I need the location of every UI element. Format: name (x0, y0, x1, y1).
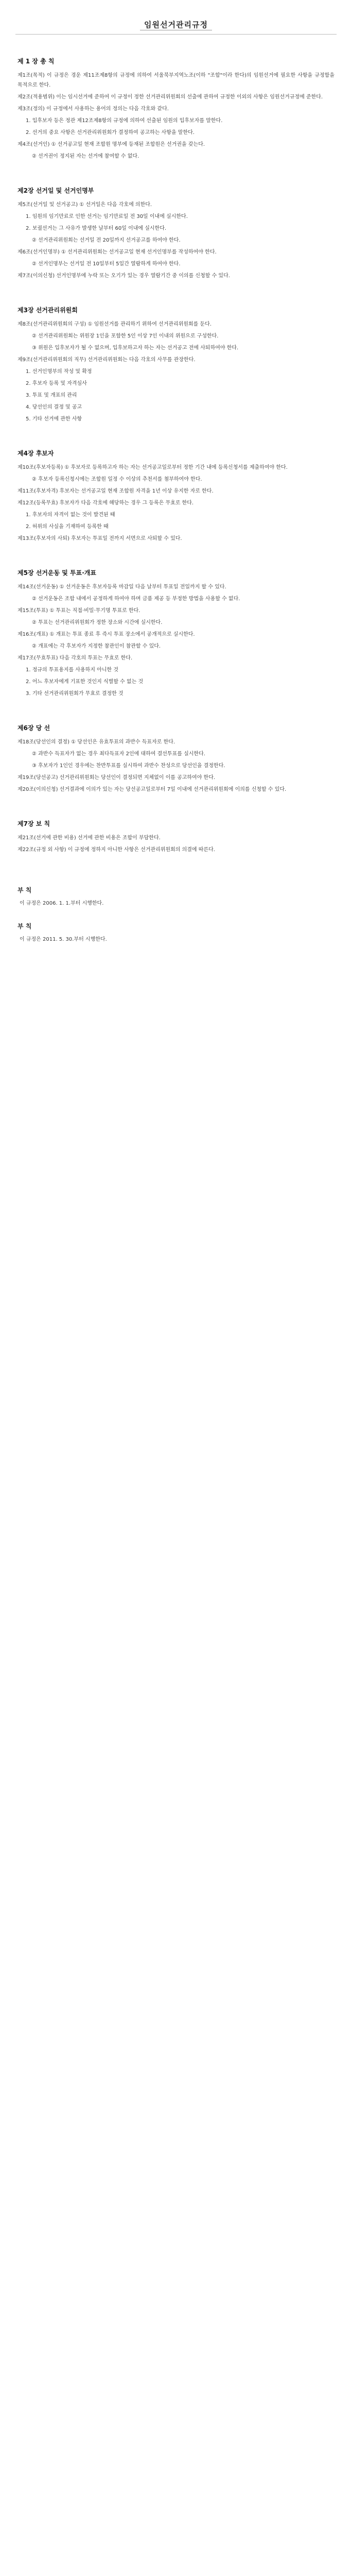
article-text: ② 선거권이 정지된 자는 선거에 참여할 수 없다. (32, 154, 139, 159)
chapter-gap (17, 287, 335, 298)
title-divider (15, 34, 337, 35)
chapter-heading: 제7장 보 칙 (17, 820, 50, 827)
article-text: 1. 정규의 투표용지를 사용하지 아니한 것 (26, 667, 118, 673)
article-text: 제2조(적용범위) 이는 임시선거에 준하여 이 규정이 정한 선거관리위원회의 선출에 관하여 규정한 이외의 사항은 임원선거규정에 준한다. (17, 94, 323, 100)
article-text: ③ 후보자가 1인인 경우에는 찬반투표를 실시하여 과반수 찬성으로 당선인을 결정한다. (32, 763, 225, 769)
chapter-heading: 제3장 선거관리위원회 (17, 307, 78, 314)
article-text: 제13조(후보자의 사퇴) 후보자는 투표일 전까지 서면으로 사퇴할 수 있다. (17, 536, 182, 541)
article-text: 1. 선거인명부의 작성 및 확정 (26, 369, 92, 375)
document-title: 임원선거관리규정 (140, 19, 212, 30)
title-area (17, 0, 335, 49)
article-text: 제9조(선거관리위원회의 직무) 선거관리위원회는 다음 각호의 사무를 관장한다. (17, 357, 196, 363)
chapter-gap (17, 705, 335, 716)
chapter-heading: 제4장 후보자 (17, 450, 54, 457)
chapter-body (17, 737, 335, 794)
article-text: 제16조(개표) ① 개표는 투표 종료 후 즉시 투표 장소에서 공개적으로 실시한다. (17, 632, 195, 637)
article-text: 제22조(규정 외 사항) 이 규정에 정하지 아니한 사항은 선거관리위원회의 의결에 따른다. (17, 847, 215, 853)
article-text: ② 선거관리위원회는 위원장 1인을 포함한 5인 이상 7인 이내의 위원으로 구성한다. (32, 333, 219, 339)
addendum-heading: 부 칙 (17, 887, 32, 894)
article-text: ② 선거관리위원회는 선거일 전 20일까지 선거공고를 하여야 한다. (32, 238, 181, 243)
article-text: 1. 후보자의 자격이 없는 것이 발견된 때 (26, 512, 115, 518)
chapter-gap (17, 801, 335, 812)
article-text: 제5조(선거일 및 선거공고) ① 선거일은 다음 각호에 의한다. (17, 202, 152, 208)
article-text: 2. 후보자 등록 및 자격심사 (26, 381, 87, 386)
article-text: 제6조(선거인명부) ① 선거관리위원회는 선거공고일 현재 선거인명부를 작성하여야 한다. (17, 249, 217, 255)
chapter-gap (17, 550, 335, 561)
article-text: 제8조(선거관리위원회의 구성) ① 임원선거를 관리하기 위하여 선거관리위원회를 둔다. (17, 321, 212, 327)
article-text: ② 선거운동은 조합 내에서 공정하게 하여야 하며 금품 제공 등 부정한 방법을 사용할 수 없다. (32, 596, 240, 602)
chapter-body (17, 200, 335, 281)
article-text: 3. 투표 및 개표의 관리 (26, 393, 77, 398)
article-text: 제21조(선거에 관한 비용) 선거에 관한 비용은 조합이 부담한다. (17, 835, 161, 841)
article-text: 1. 임원의 임기만료로 인한 선거는 임기만료일 전 30일 이내에 실시한다. (26, 214, 188, 219)
article-text: 제20조(이의신청) 선거결과에 이의가 있는 자는 당선공고일로부터 7일 이내에 선거관리위원회에 이의를 신청할 수 있다. (17, 787, 287, 792)
article-text: 제10조(후보자등록) ① 후보자로 등록하고자 하는 자는 선거공고일로부터 정한 기간 내에 등록신청서를 제출하여야 한다. (17, 465, 288, 470)
article-text: 제1조(목적) 이 규정은 경운 제11조제8항의 규정에 의하여 서울북부지역노조(이하 "조합"이라 한다)의 임원선거에 필요한 사항을 규정함을 목적으로 한다. (17, 73, 335, 88)
chapter-gap (17, 861, 335, 872)
article-text: 2. 어느 후보자에게 기표한 것인지 식별할 수 없는 것 (26, 679, 144, 685)
article-text: 2. 선거의 중요 사항은 선거관리위원회가 결정하여 공고하는 사항을 말한다. (26, 130, 195, 135)
chapter-gap (17, 430, 335, 442)
article-text: ② 개표에는 각 후보자가 지정한 참관인이 참관할 수 있다. (32, 643, 161, 649)
article-text: 제17조(무효투표) 다음 각호의 투표는 무효로 한다. (17, 655, 133, 661)
chapters-container (17, 57, 335, 872)
article-text: 2. 허위의 사실을 기재하여 등록한 때 (26, 524, 109, 530)
addendum-heading: 부 칙 (17, 923, 32, 930)
article-text: 제15조(투표) ① 투표는 직접·비밀·무기명 투표로 한다. (17, 608, 140, 614)
article-text: 제12조(등록무효) 후보자가 다음 각호에 해당하는 경우 그 등록은 무효로 한다. (17, 500, 194, 506)
article-text: 제18조(당선인의 결정) ① 당선인은 유효투표의 과반수 득표자로 한다. (17, 739, 175, 745)
chapter-body (17, 582, 335, 699)
article-text: ② 후보자 등록신청시에는 조합원 일정 수 이상의 추천서를 첨부하여야 한다. (32, 477, 202, 482)
article-text: 4. 당선인의 결정 및 공고 (26, 404, 82, 410)
chapter-body (17, 319, 335, 424)
article-text: ② 선거인명부는 선거일 전 10일부터 5일간 열람하게 하여야 한다. (32, 261, 181, 267)
chapter-gap (17, 167, 335, 179)
chapter-heading: 제 1 장 총 칙 (17, 58, 55, 65)
addenda-container (17, 886, 335, 944)
article-text: 제3조(정의) 이 규정에서 사용하는 용어의 정의는 다음 각호와 같다. (17, 106, 169, 112)
article-text: 제11조(후보자격) 후보자는 선거공고일 현재 조합원 자격을 1년 이상 유지한 자로 한다. (17, 488, 214, 494)
addendum-text: 이 규정은 2006. 1. 1.부터 시행한다. (20, 901, 104, 906)
article-text: 2. 보궐선거는 그 사유가 발생한 날부터 60일 이내에 실시한다. (26, 226, 167, 231)
chapter-heading: 제6장 당 선 (17, 724, 50, 732)
chapter-body (17, 463, 335, 544)
article-text: ② 투표는 선거관리위원회가 정한 장소와 시간에 실시한다. (32, 620, 163, 625)
chapter-heading: 제5장 선거운동 및 투표·개표 (17, 569, 96, 577)
article-text: 제4조(선거인) ① 선거공고일 현재 조합원 명부에 등재된 조합원은 선거권을 갖는다. (17, 142, 205, 147)
article-text: 5. 기타 선거에 관한 사항 (26, 416, 82, 422)
article-text: 3. 기타 선거관리위원회가 무효로 결정한 것 (26, 691, 124, 697)
article-text: ③ 위원은 입후보자가 될 수 없으며, 입후보하고자 하는 자는 선거공고 전에 사퇴하여야 한다. (32, 345, 239, 351)
article-text: 제19조(당선공고) 선거관리위원회는 당선인이 결정되면 지체없이 이를 공고하여야 한다. (17, 775, 216, 781)
chapter-heading: 제2장 선거일 및 선거인명부 (17, 187, 94, 194)
article-text: ② 과반수 득표자가 없는 경우 최다득표자 2인에 대하여 결선투표를 실시한다. (32, 751, 205, 757)
article-text: 제14조(선거운동) ① 선거운동은 후보자등록 마감일 다음 날부터 투표일 전일까지 할 수 있다. (17, 584, 226, 590)
article-text: 제7조(이의신청) 선거인명부에 누락 또는 오기가 있는 경우 열람기간 중 이의를 신청할 수 있다. (17, 273, 230, 279)
chapter-body (17, 833, 335, 855)
article-text: 1. 입후보자 등은 정관 제12조제8항의 규정에 의하여 선출된 임원의 입후보자를 말한다. (26, 118, 223, 124)
chapter-body (17, 71, 335, 161)
addendum-text: 이 규정은 2011. 5. 30.부터 시행한다. (20, 937, 107, 942)
